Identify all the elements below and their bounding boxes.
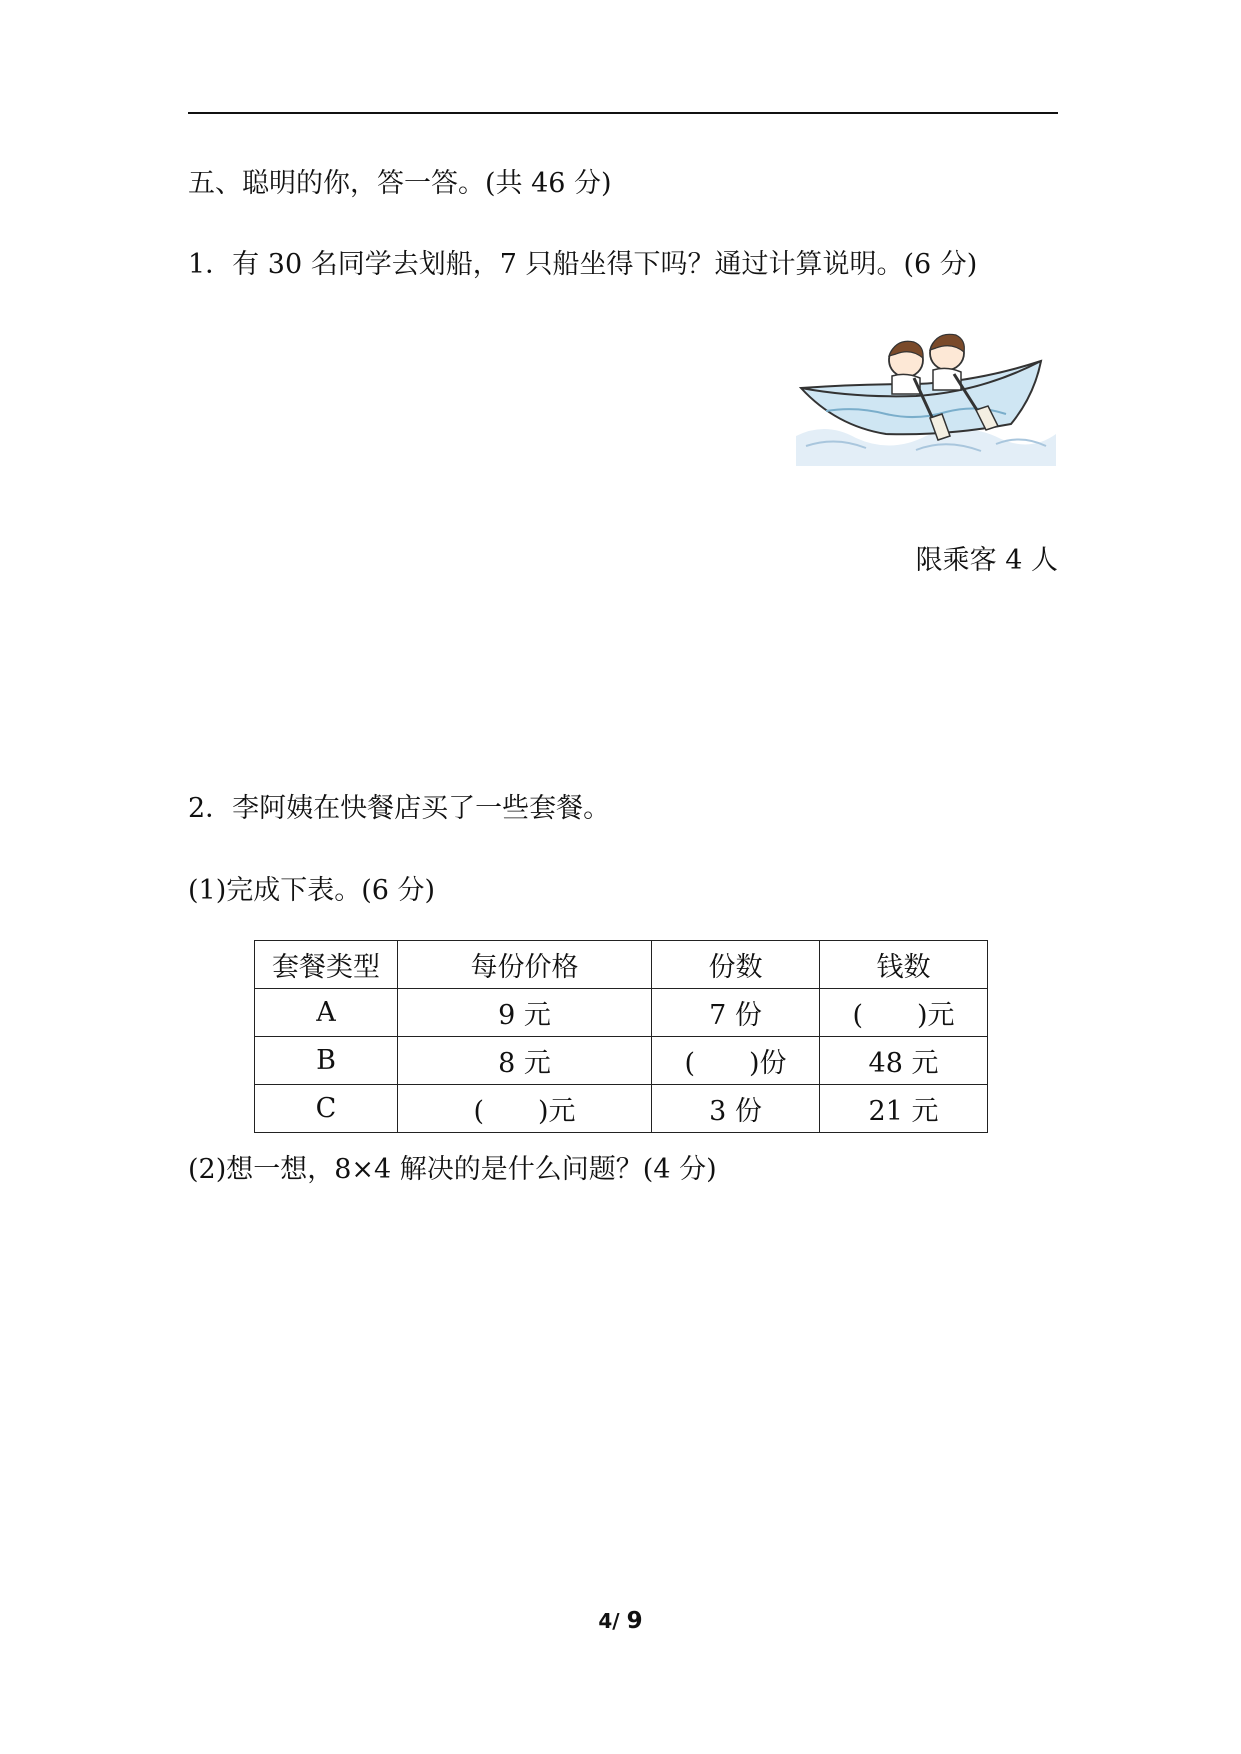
page-total: 9 bbox=[626, 1608, 643, 1634]
table-cell: 21 元 bbox=[820, 1085, 988, 1133]
table-cell: 48 元 bbox=[820, 1037, 988, 1085]
header-total: 钱数 bbox=[820, 941, 988, 989]
table-header-row bbox=[255, 941, 988, 989]
header-quantity: 份数 bbox=[652, 941, 820, 989]
page-current: 4/ bbox=[598, 1609, 620, 1633]
page-number bbox=[0, 1608, 1241, 1634]
boat-illustration bbox=[796, 326, 1056, 466]
table-cell: B bbox=[255, 1037, 398, 1085]
answer-blank-cell[interactable]: ( )元 bbox=[398, 1085, 652, 1133]
header-unit-price: 每份价格 bbox=[398, 941, 652, 989]
table-row bbox=[255, 1085, 988, 1133]
header-meal-type: 套餐类型 bbox=[255, 941, 398, 989]
section-heading: 五、聪明的你，答一答。(共 46 分) bbox=[188, 168, 612, 199]
question-1-text: 1．有 30 名同学去划船，7 只船坐得下吗？通过计算说明。(6 分) bbox=[188, 249, 978, 280]
question-2-text: 2．李阿姨在快餐店买了一些套餐。 bbox=[188, 793, 611, 824]
capacity-note: 限乘客 4 人 bbox=[915, 545, 1058, 576]
question-2-part-2: (2)想一想，8×4 解决的是什么问题？(4 分) bbox=[188, 1154, 717, 1185]
table-cell: 7 份 bbox=[652, 989, 820, 1037]
question-2-part-1: (1)完成下表。(6 分) bbox=[188, 875, 436, 906]
table-cell: C bbox=[255, 1085, 398, 1133]
meal-table bbox=[254, 940, 988, 1133]
answer-blank-cell[interactable]: ( )份 bbox=[652, 1037, 820, 1085]
table-cell: A bbox=[255, 989, 398, 1037]
table-cell: 3 份 bbox=[652, 1085, 820, 1133]
table-row bbox=[255, 1037, 988, 1085]
table-cell: 9 元 bbox=[398, 989, 652, 1037]
answer-blank-cell[interactable]: ( )元 bbox=[820, 989, 988, 1037]
table-row bbox=[255, 989, 988, 1037]
header-rule bbox=[188, 112, 1058, 114]
table-cell: 8 元 bbox=[398, 1037, 652, 1085]
